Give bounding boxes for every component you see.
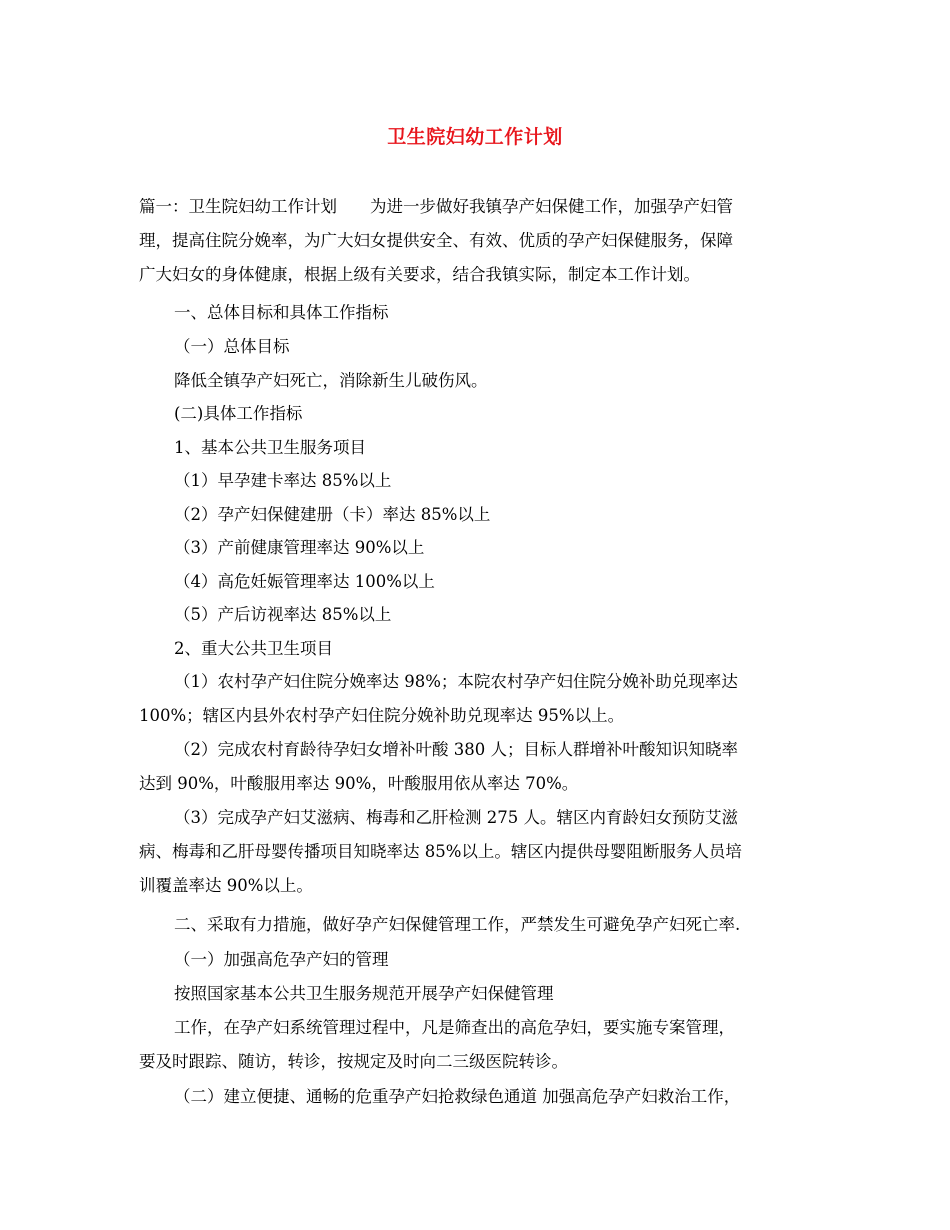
paragraph-line: 降低全镇孕产妇死亡，消除新生儿破伤风。 [174, 371, 488, 390]
paragraph-line: 工作，在孕产妇系统管理过程中，凡是筛查出的高危孕妇，要实施专案管理， [174, 1018, 735, 1037]
paragraph-line: 篇一：卫生院妇幼工作计划 为进一步做好我镇孕产妇保健工作，加强孕产妇管 [139, 197, 733, 216]
list-item: （4）高危妊娠管理率达 100%以上 [174, 572, 435, 591]
paragraph-line: 达到 90%，叶酸服用率达 90%，叶酸服用依从率达 70%。 [139, 774, 579, 793]
paragraph-line: （2）完成农村育龄待孕妇女增补叶酸 380 人；目标人群增补叶酸知识知晓率 [174, 740, 738, 759]
paragraph-line: 理，提高住院分娩率，为广大妇女提供安全、有效、优质的孕产妇保健服务，保障 [139, 231, 733, 250]
paragraph-line: 按照国家基本公共卫生服务规范开展孕产妇保健管理 [174, 984, 554, 1003]
paragraph-line: 训覆盖率达 90%以上。 [139, 876, 313, 895]
list-item: （5）产后访视率达 85%以上 [174, 605, 392, 624]
paragraph-line: （1）农村孕产妇住院分娩率达 98%；本院农村孕产妇住院分娩补助兑现率达 [174, 672, 738, 691]
subsection-heading: （一）总体目标 [174, 337, 290, 356]
list-item: （1）早孕建卡率达 85%以上 [174, 471, 392, 490]
section-heading: 二、采取有力措施，做好孕产妇保健管理工作，严禁发生可避免孕产妇死亡率. [174, 915, 741, 934]
list-item: （2）孕产妇保健建册（卡）率达 85%以上 [174, 505, 491, 524]
list-heading: 1、基本公共卫生服务项目 [174, 438, 366, 457]
subsection-heading: (二)具体工作指标 [174, 404, 303, 423]
section-heading: 一、总体目标和具体工作指标 [174, 303, 389, 322]
document-title: 卫生院妇幼工作计划 [387, 126, 563, 148]
paragraph-line: （二）建立便捷、通畅的危重孕产妇抢救绿色通道 加强高危孕产妇救治工作， [174, 1087, 741, 1106]
paragraph-line: （3）完成孕产妇艾滋病、梅毒和乙肝检测 275 人。辖区内育龄妇女预防艾滋 [174, 808, 738, 827]
paragraph-line: 广大妇女的身体健康，根据上级有关要求，结合我镇实际，制定本工作计划。 [139, 265, 700, 284]
paragraph-line: 病、梅毒和乙肝母婴传播项目知晓率达 85%以上。辖区内提供母婴阻断服务人员培 [139, 842, 742, 861]
paragraph-line: 要及时跟踪、随访，转诊，按规定及时向二三级医院转诊。 [139, 1052, 568, 1071]
list-heading: 2、重大公共卫生项目 [174, 639, 333, 658]
list-item: （3）产前健康管理率达 90%以上 [174, 538, 425, 557]
subsection-heading: （一）加强高危孕产妇的管理 [174, 950, 389, 969]
paragraph-line: 100%；辖区内县外农村孕产妇住院分娩补助兑现率达 95%以上。 [139, 706, 625, 725]
